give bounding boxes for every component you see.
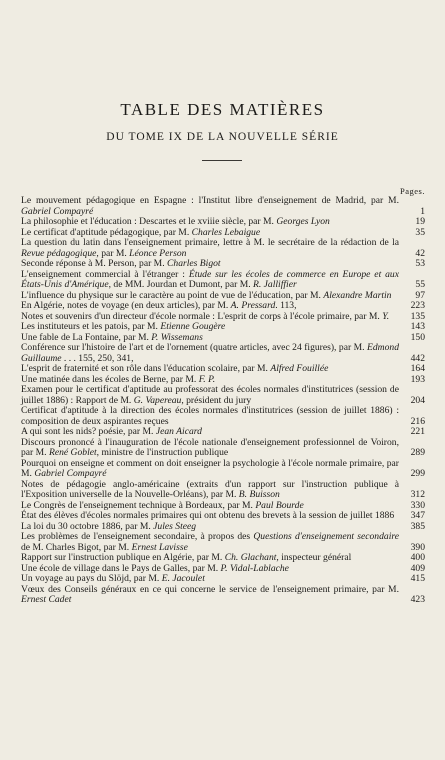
toc-entry-text: Notes de pédagogie anglo-américaine (extraits d'un rapport sur l'instruction publique à l'Exposition universelle de la Nouvelle-Orléans), par M. <box>21 478 399 500</box>
toc-entry <box>21 196 425 217</box>
toc-entry-title <box>21 500 304 511</box>
toc-entry-title <box>21 426 202 437</box>
toc-entry-page: 423 <box>410 594 425 605</box>
toc-entry-title <box>21 342 399 364</box>
toc-entry-text: L'enseignement commercial à l'étranger : <box>21 268 189 280</box>
toc-entry-text: Pourquoi on enseigne et comment on doit enseigner la psychologie à l'école normale primaire, par M. <box>21 457 399 479</box>
toc-entry-author: P. Wissemans <box>151 331 203 343</box>
toc-entry-page: 415 <box>410 573 425 584</box>
toc-entry-text: Les problèmes de l'enseignement secondaire, à propos des <box>21 531 254 542</box>
toc-entry-text: État des élèves d'écoles normales primaires qui ont obtenu des brevets à la session de juillet 1886 <box>21 510 395 521</box>
toc-entry-title <box>21 552 351 563</box>
toc-entry-page: 19 <box>415 216 425 227</box>
toc-entry-page: 347 <box>410 510 425 521</box>
toc-entry <box>21 343 425 364</box>
toc-entry-title <box>21 510 394 521</box>
toc-entry-author: Charles Bigot <box>167 258 221 269</box>
toc-entry-page: 221 <box>410 426 425 437</box>
toc-entry-page: 53 <box>415 258 425 269</box>
toc-entry-author: R. Jalliffier <box>253 279 297 290</box>
toc-entry-page: 409 <box>410 562 425 574</box>
toc-entry-title <box>21 258 221 269</box>
table-of-contents <box>21 196 425 606</box>
toc-entry-page: 193 <box>410 373 425 385</box>
toc-entry-text: Le mouvement pédagogique en Espagne : l'Institut libre d'enseignement de Madrid, par M. <box>21 195 399 206</box>
toc-entry-title <box>21 332 203 343</box>
toc-entry-text: Un voyage au pays du Slöjd, par M. <box>21 573 162 584</box>
toc-entry-title <box>21 311 389 322</box>
toc-entry-author: Alexandre Martin <box>323 289 392 301</box>
toc-entry-text: Le Congrès de l'enseignement technique à Bordeaux, par M. <box>21 499 256 511</box>
toc-entry-author: P. Vidal-Lablache <box>220 562 289 574</box>
toc-entry-title <box>21 237 399 259</box>
toc-entry-author: G. Vapereau <box>133 394 182 406</box>
toc-entry-text: Les instituteurs et les patois, par M. <box>21 321 161 332</box>
toc-entry-title <box>21 384 399 406</box>
toc-entry-title <box>21 479 399 501</box>
toc-entry-author: Alfred Fouillée <box>270 363 329 374</box>
toc-entry-page: 312 <box>410 489 425 500</box>
toc-entry-author: Edmond Guillaume <box>21 342 399 364</box>
toc-entry-text: Conférence sur l'histoire de l'art et de l'ornement (quatre articles, avec 24 figures), par M. <box>21 342 368 353</box>
toc-entry-page: 299 <box>410 468 425 479</box>
toc-entry-work-title: Étude sur les écoles de commerce en Europe et aux États-Unis d'Amérique <box>21 268 399 290</box>
toc-entry-text-cont: , inspecteur général <box>276 552 352 563</box>
toc-entry-text-cont: . 113, <box>275 300 297 311</box>
toc-entry <box>21 438 425 459</box>
toc-entry-text: Certificat d'aptitude à la direction des écoles normales d'institutrices (session de juillet 1886) : composition de deux aspirantes reçues <box>21 405 399 427</box>
toc-entry-page: 400 <box>410 552 425 563</box>
toc-entry-page: 204 <box>410 394 425 406</box>
toc-entry-page: 35 <box>415 226 425 238</box>
toc-entry-page: 289 <box>410 447 425 458</box>
toc-entry-page: 150 <box>410 331 425 343</box>
toc-entry-text: Vœux des Conseils généraux en ce qui concerne le service de l'enseignement primaire, par M. <box>21 583 399 595</box>
toc-entry-author: B. Buisson <box>238 489 280 500</box>
toc-entry-author: Paul Bourde <box>255 499 304 511</box>
toc-entry-title <box>21 374 215 385</box>
toc-entry-work-title: Questions d'enseignement secondaire <box>253 531 399 542</box>
toc-entry-text: En Algérie, notes de voyage (en deux articles), par M. <box>21 300 231 311</box>
toc-entry-title <box>21 458 399 480</box>
toc-entry-author: Ernest Lavisse <box>131 541 188 553</box>
toc-entry-text: Le certificat d'aptitude pédagogique, par M. <box>21 226 192 238</box>
toc-entry-text-cont: de M. Charles Bigot, par M. <box>21 541 132 553</box>
toc-entry-page: 143 <box>410 321 425 332</box>
toc-entry-author: Charles Lebaigue <box>191 226 261 238</box>
toc-entry-author: Léonce Person <box>129 247 187 259</box>
toc-entry-author: Georges Lyon <box>276 216 330 227</box>
toc-entry-title <box>21 300 297 311</box>
toc-entry-text-cont: , de MM. Jourdan et Dumont, par M. <box>108 279 254 290</box>
toc-entry-author: E. Jacoulet <box>161 573 205 584</box>
toc-entry-text: La question du latin dans l'enseignement primaire, lettre à M. le secrétaire de la rédaction de la <box>21 237 399 248</box>
toc-entry-text: Une fable de La Fontaine, par M. <box>21 331 152 343</box>
toc-entry <box>21 480 425 501</box>
toc-entry-title <box>21 405 399 427</box>
toc-entry-page: 42 <box>415 247 425 259</box>
toc-entry-author: Jean Aicard <box>155 426 202 437</box>
toc-entry-text-cont: , président du jury <box>181 394 252 406</box>
page-subtitle: DU TOME IX DE LA NOUVELLE SÉRIE <box>106 131 339 143</box>
toc-entry-title <box>21 531 399 553</box>
toc-entry-author: Gabriel Compayré <box>21 205 94 217</box>
toc-entry-title <box>21 216 330 227</box>
toc-entry-title <box>21 584 399 606</box>
toc-entry-text: Une école de village dans le Pays de Galles, par M. <box>21 562 221 574</box>
page-title: TABLE DES MATIÈRES <box>120 100 325 119</box>
toc-entry-text: Notes et souvenirs d'un directeur d'école normale : L'esprit de corps à l'école primaire, par M. <box>21 310 383 322</box>
title-divider <box>202 160 242 161</box>
toc-entry-text-cont: , ministre de l'instruction publique <box>96 447 229 458</box>
toc-entry-text: L'influence du physique sur le caractère au point de vue de l'éducation, par M. <box>21 289 324 301</box>
toc-entry-text-cont: , par M. <box>96 247 130 259</box>
toc-entry-title <box>21 521 196 532</box>
toc-entry-author: F. P. <box>198 373 216 385</box>
toc-entry-author: A. Pressard <box>230 300 276 311</box>
toc-entry-page: 97 <box>415 289 425 301</box>
toc-entry-title <box>21 573 205 584</box>
toc-entry-author: Etienne Gougère <box>160 321 226 332</box>
toc-entry <box>21 385 425 406</box>
toc-entry-page: 216 <box>410 415 425 427</box>
toc-entry-author: Y. <box>382 310 390 322</box>
toc-entry-page: 223 <box>410 300 425 311</box>
toc-entry-author: René Goblet <box>48 447 97 458</box>
toc-entry-title <box>21 227 260 238</box>
toc-entry-text: La loi du 30 octobre 1886, par M. <box>21 520 154 532</box>
toc-entry <box>21 406 425 427</box>
toc-entry-text-cont: . . . 155, 250, 341, <box>61 352 134 364</box>
toc-entry <box>21 532 425 553</box>
toc-entry-page: 390 <box>410 541 425 553</box>
toc-entry-text: Discours prononcé à l'inauguration de l'école nationale d'enseignement professionnel de Voiron, par M. <box>21 436 399 458</box>
toc-entry-title <box>21 290 391 301</box>
toc-entry-author: Ch. Glachant <box>224 552 277 563</box>
toc-entry <box>21 238 425 259</box>
toc-entry-title <box>21 363 328 374</box>
toc-entry-author: Gabriel Compayré <box>34 468 107 479</box>
toc-entry-text: A qui sont les nids? poésie, par M. <box>21 426 156 437</box>
toc-entry <box>21 459 425 480</box>
toc-entry-page: 330 <box>410 499 425 511</box>
toc-entry-page: 1 <box>420 205 425 217</box>
toc-entry-page: 135 <box>410 310 425 322</box>
toc-entry-title <box>21 563 289 574</box>
toc-entry <box>21 585 425 606</box>
toc-entry-text: Une matinée dans les écoles de Berne, par M. <box>21 373 199 385</box>
toc-entry-text: Examen pour le certificat d'aptitude au professorat des écoles normales d'institutrices (session de juillet 1886) : Rapport de M. <box>21 384 399 406</box>
pages-column-header: Pages. <box>400 186 425 196</box>
toc-entry-text: La philosophie et l'éducation : Descartes et le xviiie siècle, par M. <box>21 216 277 227</box>
toc-entry <box>21 270 425 291</box>
toc-entry-text: Rapport sur l'instruction publique en Algérie, par M. <box>21 552 225 563</box>
toc-entry-title <box>21 437 399 459</box>
toc-entry-text: L'esprit de fraternité et son rôle dans l'éducation scolaire, par M. <box>21 363 271 374</box>
toc-entry-title <box>21 321 225 332</box>
toc-entry-page: 55 <box>415 279 425 290</box>
toc-entry-title <box>21 195 399 217</box>
toc-entry-title <box>21 269 399 291</box>
toc-entry-author: Jules Steeg <box>153 520 197 532</box>
toc-entry-page: 442 <box>410 352 425 364</box>
toc-entry-page: 164 <box>410 363 425 374</box>
toc-entry-page: 385 <box>410 520 425 532</box>
toc-entry-author: Ernest Cadet <box>21 594 72 605</box>
toc-entry-work-title: Revue pédagogique <box>21 247 97 259</box>
toc-entry-text: Seconde réponse à M. Person, par M. <box>21 258 168 269</box>
